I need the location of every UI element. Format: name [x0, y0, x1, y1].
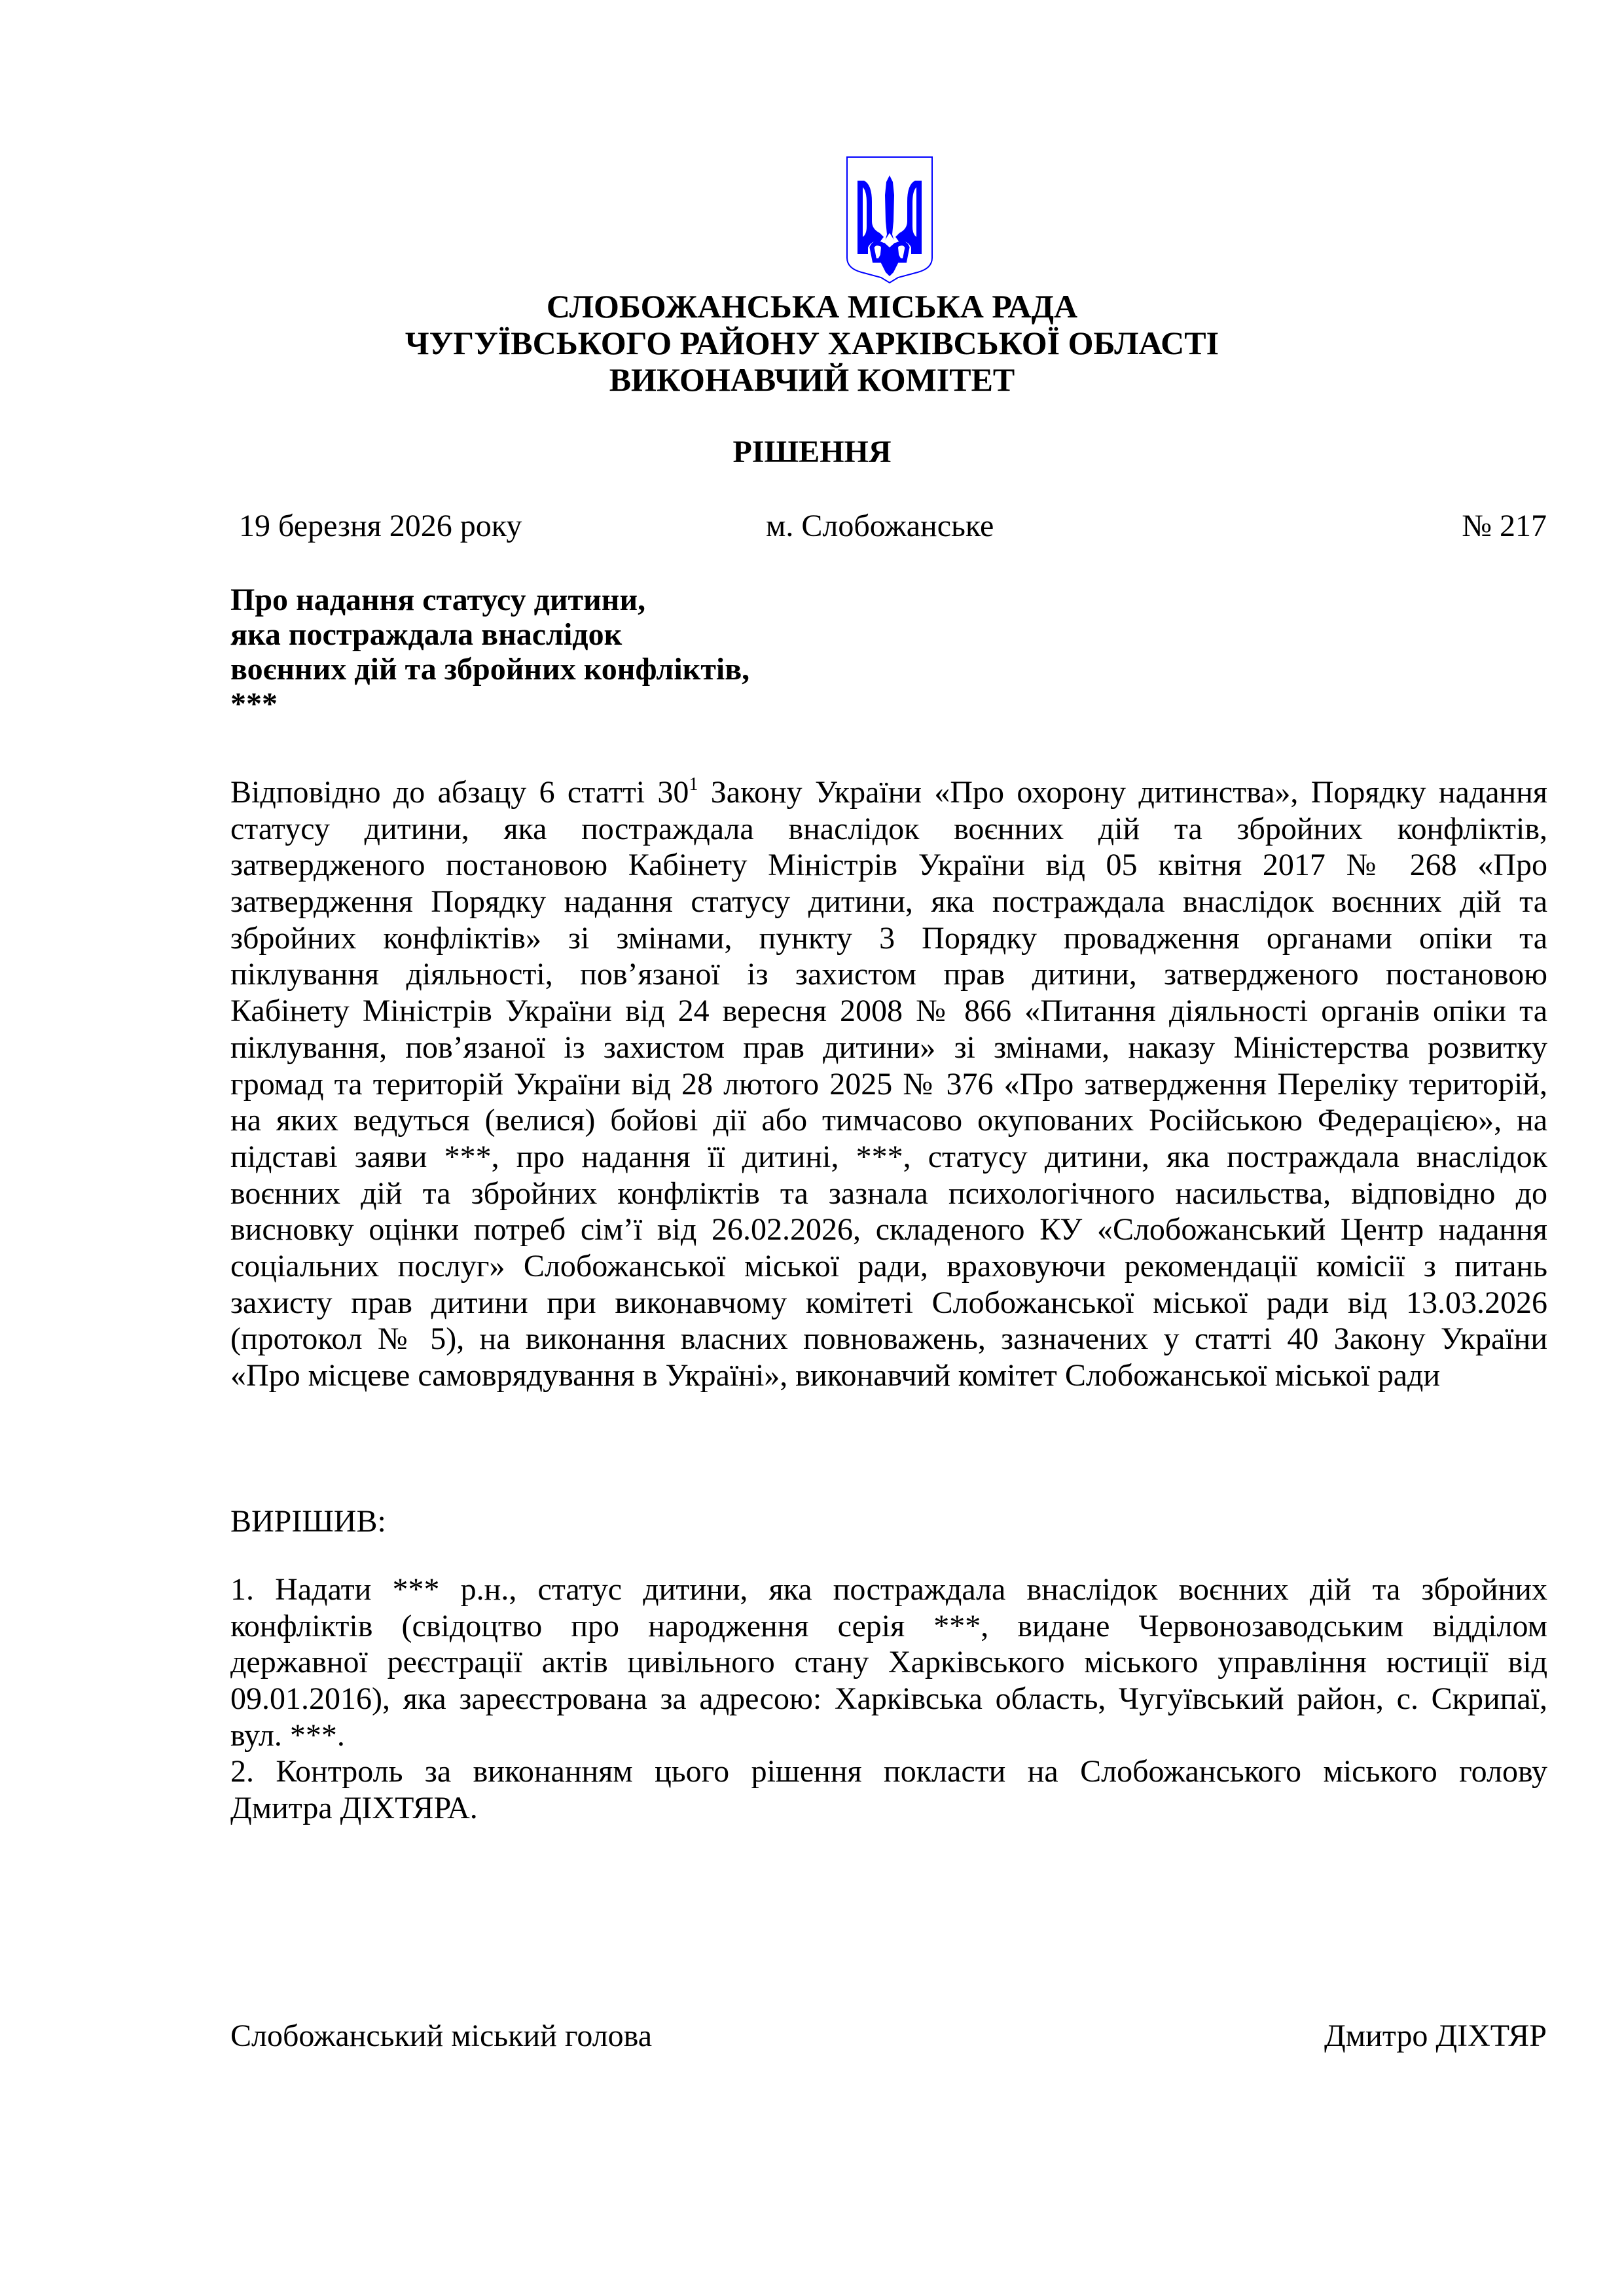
preamble-line: захисту прав дитини при виконавчому комітеті Слобожанської міської ради від 13.03.2026 [230, 1285, 1547, 1320]
resolution-item-2-line: Дмитра ДІХТЯРА. [230, 1791, 478, 1826]
preamble-line: соціальних послуг» Слобожанської міської ради, враховуючи рекомендації комісії з питань [230, 1248, 1547, 1283]
article-superscript: 1 [689, 774, 698, 795]
ukraine-coat-of-arms-icon [846, 156, 933, 284]
preamble-line: підставі заяви ***, про надання її дитині, ***, статусу дитини, яка постраждала внаслідок [230, 1139, 1547, 1174]
resolution-item-1-line: державної реєстрації актів цивільного стану Харківського міського управління юстиції від [230, 1645, 1547, 1680]
resolution-item-1-line: 1. Надати *** р.н., статус дитини, яка постраждала внаслідок воєнних дій та збройних [230, 1572, 1547, 1607]
document-number: № 217 [1462, 509, 1547, 543]
resolution-item-1-line: конфліктів (свідоцтво про народження серія ***, видане Червонозаводським відділом [230, 1608, 1547, 1643]
resolution-item-2-line: 2. Контроль за виконанням цього рішення покласти на Слобожанського міського голову [230, 1754, 1547, 1789]
preamble-line [230, 774, 1547, 811]
decision-subject [230, 583, 749, 721]
decided-label: ВИРІШИВ: [230, 1504, 386, 1539]
preamble-line: збройних конфліктів» зі змінами, пункту 3 Порядку провадження органами опіки та [230, 920, 1547, 956]
preamble-text: Закону України «Про охорону дитинства», Порядку надання [698, 775, 1548, 810]
preamble-line: статусу дитини, яка постраждала внаслідок воєнних дій та збройних конфліктів, [230, 811, 1547, 846]
subject-line-redacted: *** [230, 687, 278, 721]
preamble-line: піклування, пов’язаної із захистом прав дитини» зі змінами, наказу Міністерства розвитку [230, 1030, 1547, 1065]
preamble-line: висновку оцінки потреб сім’ї від 26.02.2026, складеного КУ «Слобожанський Центр надання [230, 1212, 1547, 1247]
signatory-name: Дмитро ДІХТЯР [1324, 2018, 1547, 2053]
subject-line: яка постраждала внаслідок [230, 617, 623, 652]
preamble-line: на яких ведуться (велися) бойові дії або тимчасово окупованих Російською Федерацією», на [230, 1103, 1547, 1138]
executive-committee-name: ВИКОНАВЧИЙ КОМІТЕТ [609, 361, 1015, 398]
issuing-authority-header [0, 288, 1624, 398]
signatory-title: Слобожанський міський голова [230, 2018, 652, 2053]
document-date: 19 березня 2026 року [239, 509, 522, 543]
preamble-line: піклування діяльності, пов’язаної із захистом прав дитини, затвердженого постановою [230, 957, 1547, 992]
resolution-item-1-line: 09.01.2016), яка зареєстрована за адресою: Харківська область, Чугуївський район, с. Скрипаї, [230, 1681, 1547, 1717]
preamble-line: затвердження Порядку надання статусу дитини, яка постраждала внаслідок воєнних дій та [230, 884, 1547, 920]
subject-line: Про надання статусу дитини, [230, 583, 646, 617]
document-type-title: РІШЕННЯ [732, 435, 892, 469]
preamble-line: «Про місцеве самоврядування в Україні», виконавчий комітет Слобожанської міської ради [230, 1358, 1441, 1393]
preamble-line: (протокол № 5), на виконання власних повноважень, зазначених у статті 40 Закону України [230, 1321, 1547, 1357]
preamble-line: громад та територій України від 28 лютого 2025 № 376 «Про затвердження Переліку територій, [230, 1066, 1547, 1102]
resolution-items [230, 1571, 1547, 1827]
council-name: СЛОБОЖАНСЬКА МІСЬКА РАДА [546, 288, 1078, 325]
resolution-item-1-line: вул. ***. [230, 1717, 345, 1753]
district-region-name: ЧУГУЇВСЬКОГО РАЙОНУ ХАРКІВСЬКОЇ ОБЛАСТІ [405, 325, 1219, 361]
document-place: м. Слобожанське [766, 509, 994, 543]
preamble-paragraph [230, 774, 1547, 1394]
preamble-line: воєнних дій та збройних конфліктів та зазнала психологічного насильства, відповідно до [230, 1175, 1547, 1211]
preamble-line: Кабінету Міністрів України від 24 вересня 2008 № 866 «Питання діяльності органів опіки та [230, 994, 1547, 1029]
preamble-text: Відповідно до абзацу 6 статті 30 [230, 775, 689, 810]
subject-line: воєнних дій та збройних конфліктів, [230, 652, 750, 687]
preamble-line: затвердженого постановою Кабінету Міністрів України від 05 квітня 2017 № 268 «Про [230, 848, 1547, 883]
